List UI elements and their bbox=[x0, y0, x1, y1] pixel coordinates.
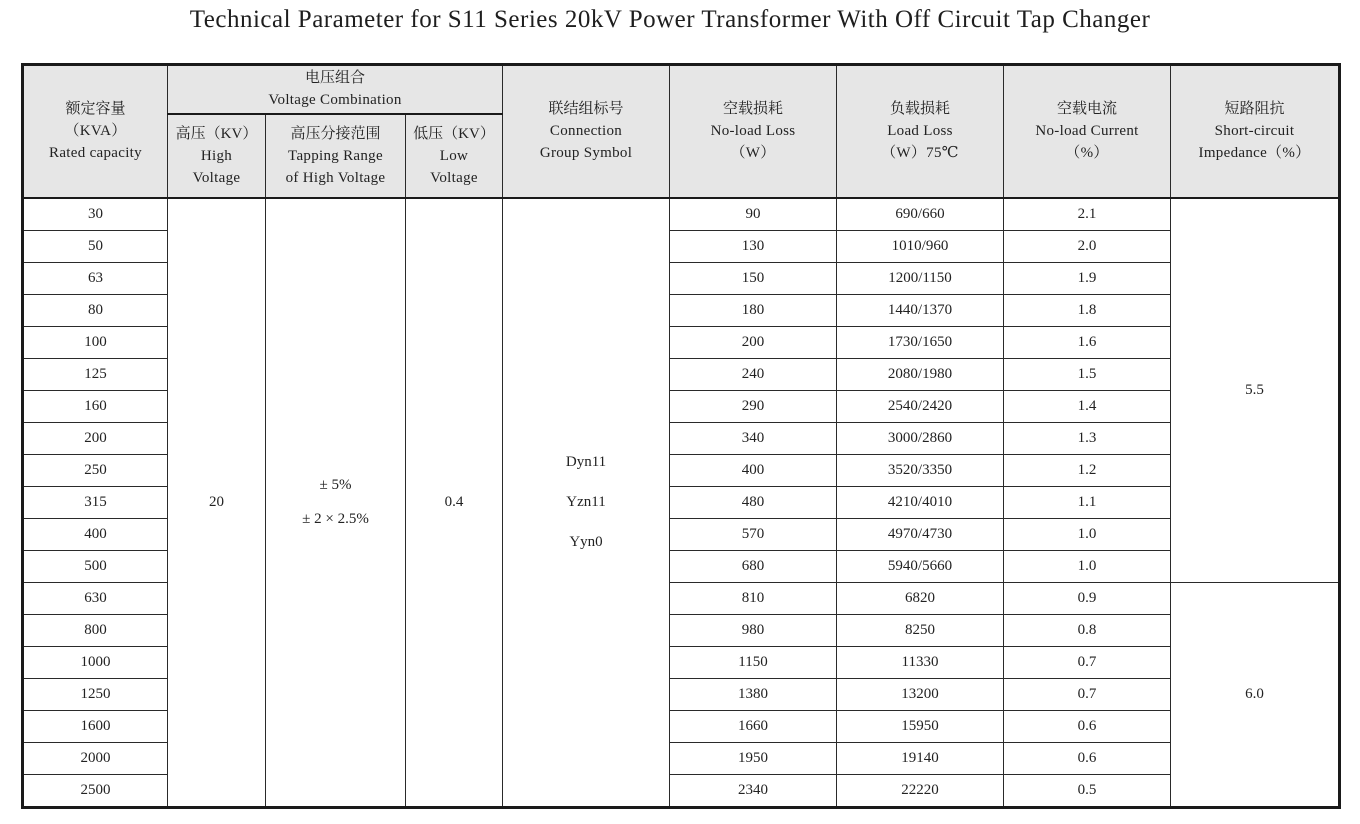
noload-current-cell: 1.4 bbox=[1004, 390, 1171, 422]
noload-loss-cell: 810 bbox=[670, 582, 837, 614]
connection-symbol: Yyn0 bbox=[569, 534, 603, 550]
header-voltage-en: Voltage Combination bbox=[268, 92, 402, 109]
header-high-voltage-cn: 高压（KV） bbox=[175, 125, 258, 142]
header-noload-loss-cn: 空载损耗 bbox=[722, 101, 783, 118]
load-loss-cell: 8250 bbox=[837, 614, 1004, 646]
capacity-cell: 125 bbox=[23, 358, 168, 390]
load-loss-cell: 2540/2420 bbox=[837, 390, 1004, 422]
noload-current-cell: 1.1 bbox=[1004, 486, 1171, 518]
capacity-cell: 80 bbox=[23, 294, 168, 326]
tapping-value: ± 5% bbox=[319, 477, 352, 493]
capacity-cell: 1000 bbox=[23, 646, 168, 678]
header-load-loss bbox=[837, 65, 1004, 198]
load-loss-cell: 3520/3350 bbox=[837, 454, 1004, 486]
low-voltage-cell: 0.4 bbox=[406, 198, 503, 808]
header-noload-current-en: No-load Current bbox=[1035, 123, 1139, 140]
noload-current-cell: 1.2 bbox=[1004, 454, 1171, 486]
header-connection-en1: Connection bbox=[549, 123, 623, 140]
noload-current-cell: 1.6 bbox=[1004, 326, 1171, 358]
header-voltage-cn: 电压组合 bbox=[304, 70, 365, 87]
capacity-cell: 630 bbox=[23, 582, 168, 614]
capacity-cell: 1600 bbox=[23, 710, 168, 742]
noload-loss-cell: 1380 bbox=[670, 678, 837, 710]
header-impedance-en1: Short-circuit bbox=[1214, 123, 1295, 140]
header-impedance bbox=[1171, 65, 1340, 198]
header-connection-cn: 联结组标号 bbox=[548, 101, 624, 118]
noload-loss-cell: 150 bbox=[670, 262, 837, 294]
noload-current-cell: 0.7 bbox=[1004, 678, 1171, 710]
header-capacity-cn: 额定容量 bbox=[65, 101, 126, 118]
noload-current-cell: 2.1 bbox=[1004, 198, 1171, 231]
load-loss-cell: 4970/4730 bbox=[837, 518, 1004, 550]
capacity-cell: 200 bbox=[23, 422, 168, 454]
high-voltage-cell: 20 bbox=[168, 198, 266, 808]
noload-loss-cell: 130 bbox=[670, 230, 837, 262]
header-impedance-cn: 短路阻抗 bbox=[1224, 101, 1285, 118]
noload-current-cell: 0.9 bbox=[1004, 582, 1171, 614]
noload-current-cell: 0.6 bbox=[1004, 710, 1171, 742]
capacity-cell: 1250 bbox=[23, 678, 168, 710]
header-low-voltage-cn: 低压（KV） bbox=[413, 125, 495, 142]
header-low-voltage bbox=[406, 114, 503, 198]
header-high-voltage-en1: High bbox=[200, 147, 233, 164]
table-row bbox=[23, 198, 1340, 231]
noload-current-cell: 1.5 bbox=[1004, 358, 1171, 390]
noload-current-cell: 0.7 bbox=[1004, 646, 1171, 678]
header-noload-loss bbox=[670, 65, 837, 198]
noload-loss-cell: 1950 bbox=[670, 742, 837, 774]
header-load-loss-cn: 负载损耗 bbox=[889, 101, 950, 118]
header-load-loss-unit: （W）75℃ bbox=[881, 145, 959, 162]
impedance-cell: 6.0 bbox=[1171, 582, 1340, 807]
header-low-voltage-en2: Voltage bbox=[430, 169, 478, 186]
parameter-table bbox=[21, 63, 1341, 809]
noload-loss-cell: 680 bbox=[670, 550, 837, 582]
load-loss-cell: 6820 bbox=[837, 582, 1004, 614]
load-loss-cell: 13200 bbox=[837, 678, 1004, 710]
header-tapping-cn: 高压分接范围 bbox=[290, 125, 381, 142]
header-tapping-en2: of High Voltage bbox=[285, 169, 386, 186]
load-loss-cell: 690/660 bbox=[837, 198, 1004, 231]
noload-loss-cell: 1150 bbox=[670, 646, 837, 678]
header-noload-current bbox=[1004, 65, 1171, 198]
header-noload-current-cn: 空载电流 bbox=[1056, 101, 1117, 118]
tapping-range-cell bbox=[266, 198, 406, 808]
load-loss-cell: 5940/5660 bbox=[837, 550, 1004, 582]
noload-loss-cell: 290 bbox=[670, 390, 837, 422]
noload-loss-cell: 570 bbox=[670, 518, 837, 550]
noload-current-cell: 1.9 bbox=[1004, 262, 1171, 294]
noload-loss-cell: 200 bbox=[670, 326, 837, 358]
connection-symbol: Dyn11 bbox=[565, 454, 607, 470]
header-high-voltage bbox=[168, 114, 266, 198]
load-loss-cell: 1200/1150 bbox=[837, 262, 1004, 294]
header-connection-en2: Group Symbol bbox=[539, 145, 633, 162]
noload-loss-cell: 480 bbox=[670, 486, 837, 518]
noload-current-cell: 1.0 bbox=[1004, 550, 1171, 582]
capacity-cell: 50 bbox=[23, 230, 168, 262]
table-body bbox=[23, 198, 1340, 808]
header-noload-current-unit: （%） bbox=[1065, 145, 1109, 162]
load-loss-cell: 1440/1370 bbox=[837, 294, 1004, 326]
tapping-value: ± 2 × 2.5% bbox=[302, 511, 369, 527]
header-high-voltage-en2: Voltage bbox=[192, 169, 241, 186]
noload-current-cell: 1.8 bbox=[1004, 294, 1171, 326]
noload-current-cell: 2.0 bbox=[1004, 230, 1171, 262]
header-noload-loss-en: No-load Loss bbox=[710, 123, 796, 140]
noload-loss-cell: 340 bbox=[670, 422, 837, 454]
header-voltage-combination bbox=[168, 65, 503, 114]
header-low-voltage-en1: Low bbox=[439, 147, 469, 164]
noload-loss-cell: 1660 bbox=[670, 710, 837, 742]
capacity-cell: 63 bbox=[23, 262, 168, 294]
load-loss-cell: 11330 bbox=[837, 646, 1004, 678]
load-loss-cell: 3000/2860 bbox=[837, 422, 1004, 454]
noload-loss-cell: 90 bbox=[670, 198, 837, 231]
noload-current-cell: 0.6 bbox=[1004, 742, 1171, 774]
header-capacity-en: Rated capacity bbox=[49, 145, 142, 162]
header-capacity bbox=[23, 65, 168, 198]
capacity-cell: 2500 bbox=[23, 774, 168, 807]
noload-current-cell: 0.5 bbox=[1004, 774, 1171, 807]
capacity-cell: 30 bbox=[23, 198, 168, 231]
load-loss-cell: 1730/1650 bbox=[837, 326, 1004, 358]
header-impedance-en2: Impedance（%） bbox=[1198, 145, 1311, 162]
capacity-cell: 250 bbox=[23, 454, 168, 486]
document-title: Technical Parameter for S11 Series 20kV Power Transformer With Off Circuit Tap Changer bbox=[189, 6, 1151, 33]
load-loss-cell: 4210/4010 bbox=[837, 486, 1004, 518]
capacity-cell: 2000 bbox=[23, 742, 168, 774]
header-capacity-unit: （KVA） bbox=[64, 123, 127, 140]
noload-current-cell: 0.8 bbox=[1004, 614, 1171, 646]
load-loss-cell: 19140 bbox=[837, 742, 1004, 774]
header-tapping-en1: Tapping Range bbox=[288, 147, 383, 164]
noload-current-cell: 1.3 bbox=[1004, 422, 1171, 454]
header-tapping-range bbox=[266, 114, 406, 198]
capacity-cell: 400 bbox=[23, 518, 168, 550]
capacity-cell: 100 bbox=[23, 326, 168, 358]
load-loss-cell: 2080/1980 bbox=[837, 358, 1004, 390]
capacity-cell: 315 bbox=[23, 486, 168, 518]
header-noload-loss-unit: （W） bbox=[730, 145, 776, 162]
load-loss-cell: 15950 bbox=[837, 710, 1004, 742]
capacity-cell: 160 bbox=[23, 390, 168, 422]
header-connection bbox=[503, 65, 670, 198]
capacity-cell: 500 bbox=[23, 550, 168, 582]
header-load-loss-en: Load Loss bbox=[887, 123, 953, 140]
impedance-cell: 5.5 bbox=[1171, 198, 1340, 583]
connection-symbol: Yzn11 bbox=[566, 494, 606, 510]
noload-current-cell: 1.0 bbox=[1004, 518, 1171, 550]
connection-group-cell bbox=[503, 198, 670, 808]
load-loss-cell: 22220 bbox=[837, 774, 1004, 807]
noload-loss-cell: 980 bbox=[670, 614, 837, 646]
noload-loss-cell: 240 bbox=[670, 358, 837, 390]
noload-loss-cell: 400 bbox=[670, 454, 837, 486]
noload-loss-cell: 2340 bbox=[670, 774, 837, 807]
noload-loss-cell: 180 bbox=[670, 294, 837, 326]
load-loss-cell: 1010/960 bbox=[837, 230, 1004, 262]
capacity-cell: 800 bbox=[23, 614, 168, 646]
